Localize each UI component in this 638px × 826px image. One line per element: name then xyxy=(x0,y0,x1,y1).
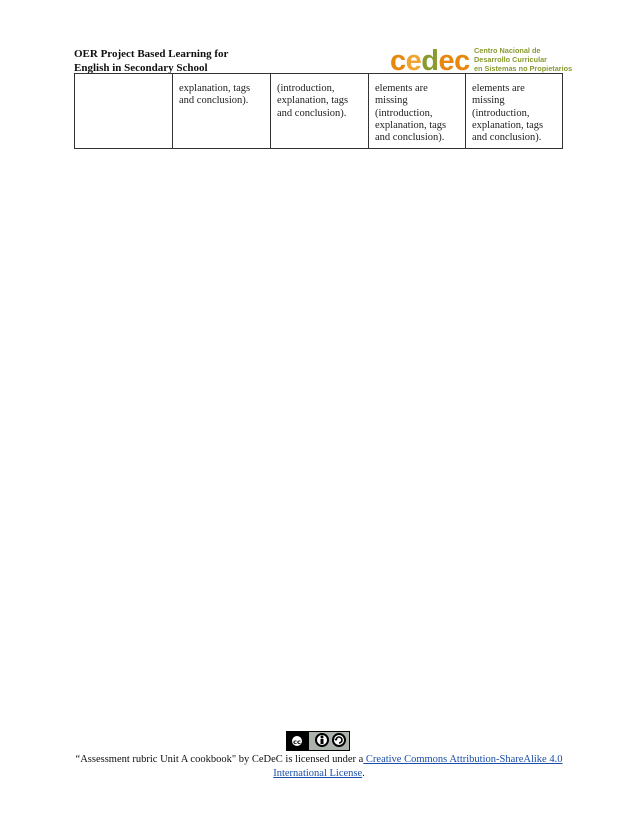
rubric-table xyxy=(74,73,563,149)
cedec-logo-subtitle: Centro Nacional de Desarrollo Curricular en Sistemas no Propietarios xyxy=(474,46,573,73)
creative-commons-by-sa-icon[interactable] xyxy=(286,731,350,751)
table-cell: explanation, tags and conclusion). xyxy=(173,74,271,149)
table-cell: elements are missing (introduction, explanation, tags and conclusion). xyxy=(369,74,466,149)
license-link[interactable]: Creative Commons Attribution-ShareAlike 4.0 xyxy=(363,754,563,765)
header-title-line-1: OER Project Based Learning for xyxy=(74,48,229,60)
license-link-line-2[interactable]: International License xyxy=(273,768,363,779)
license-attribution-text: “Assessment rubric Unit A cookbook" by CeDeC is licensed under a xyxy=(75,754,364,765)
svg-text:cc: cc xyxy=(293,738,301,746)
table-cell xyxy=(75,74,173,149)
document-header xyxy=(74,47,228,75)
cedec-logo xyxy=(390,45,573,77)
cedec-logo-wordmark: cedec xyxy=(390,45,470,77)
table-cell: (introduction, explanation, tags and conclusion). xyxy=(271,74,369,149)
header-title-line-2: English in Secondary School xyxy=(74,62,208,74)
table-cell: elements are missing (introduction, explanation, tags and conclusion). xyxy=(466,74,563,149)
table-row xyxy=(75,74,563,149)
license-period: . xyxy=(362,768,365,779)
license-footer xyxy=(74,753,564,781)
